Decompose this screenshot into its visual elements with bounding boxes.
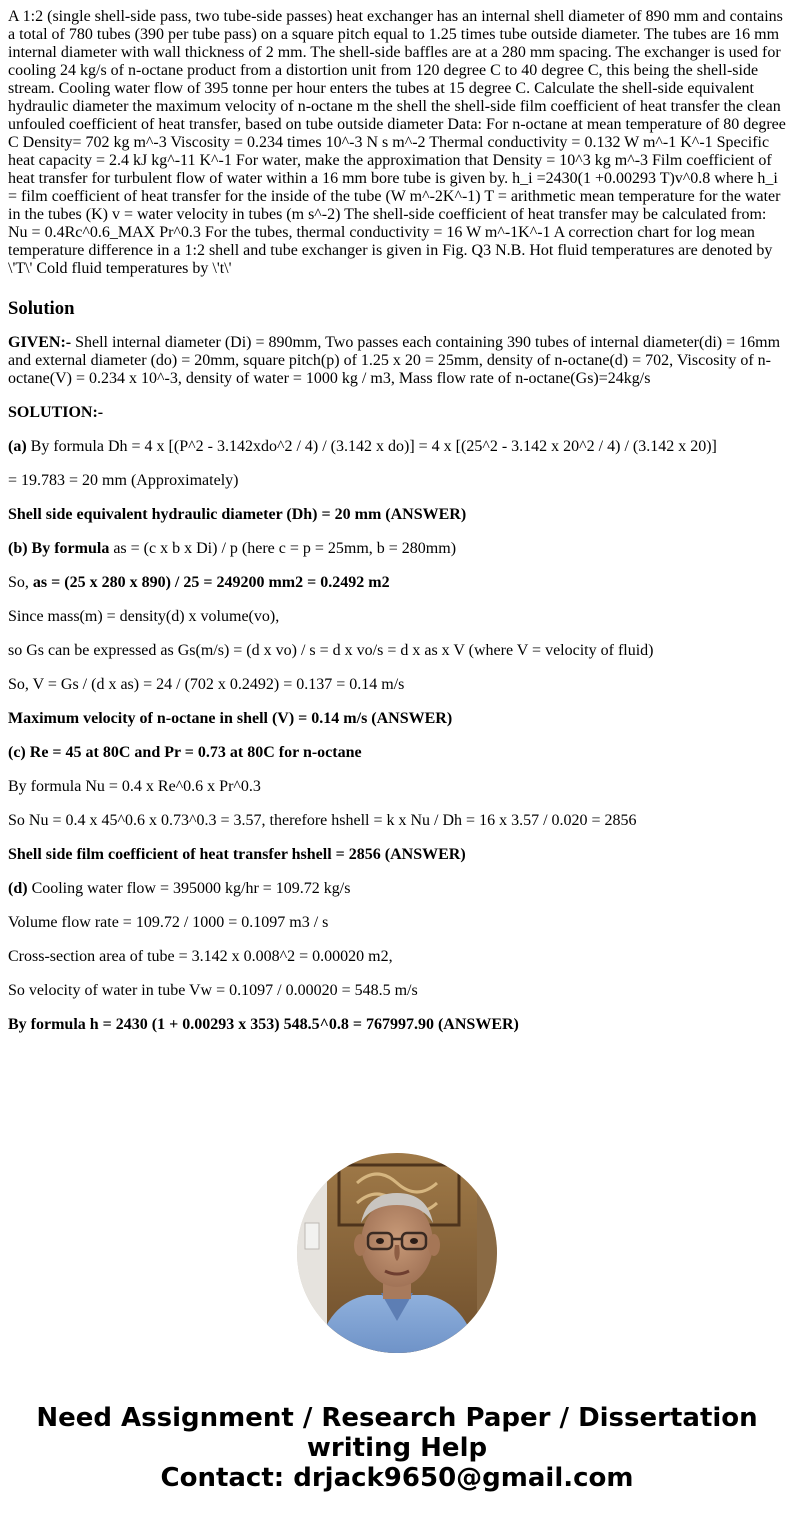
part-a-label: (a) [8,438,27,455]
part-b-answer: Maximum velocity of n-octane in shell (V) = 0.14 m/s (ANSWER) [8,710,453,727]
part-d-text: Cooling water flow = 395000 kg/hr = 109.72 kg/s [27,880,351,897]
given-text: Shell internal diameter (Di) = 890mm, Two passes each containing 390 tubes of internal diameter(di) = 16mm and external diameter (do) = 20mm, square pitch(p) of 1.25 x 20 = 25mm, density of n-octane(d) = 702, Viscosity of n-octane(V) = 0.234 x 10^-3, density of water = 1000 kg / m3, Mass flow rate of n-octane(Gs)=24kg/s [8,334,781,387]
part-c-heading: (c) Re = 45 at 80C and Pr = 0.73 at 80C for n-octane [8,744,362,761]
footer-promo [0,1403,794,1493]
part-d-velocity: So velocity of water in tube Vw = 0.1097 / 0.00020 = 548.5 m/s [8,982,418,999]
question-text: A 1:2 (single shell-side pass, two tube-side passes) heat exchanger has an internal shell diameter of 890 mm and contains a total of 780 tubes (390 per tube pass) on a square pitch equal to 1.25 times tube outside diameter. The tubes are 16 mm internal diameter with wall thickness of 2 mm. The shell-side baffles are at a 280 mm spacing. The exchanger is used for cooling 24 kg/s of n-octane product from a distortion unit from 120 degree C to 40 degree C, this being the shell-side stream. Cooling water flow of 395 tonne per hour enters the tubes at 15 degree C. Calculate the shell-side equivalent hydraulic diameter the maximum velocity of n-octane m the shell the shell-side film coefficient of heat transfer the clean unfouled coefficient of heat transfer, based on tube outside diameter Data: For n-octane at mean temperature of 80 degree C Density= 702 kg m^-3 Viscosity = 0.234 times 10^-3 N s m^-2 Thermal conductivity = 0.132 W m^-1 K^-1 Specific heat capacity = 2.4 kJ kg^-11 K^-1 For water, make the approximation that Density = 10^3 kg m^-3 Film coefficient of heat transfer for turbulent flow of water within a 16 mm bore tube is given by. h_i =2430(1 +0.00293 T)v^0.8 where h_i = film coefficient of heat transfer for the inside of the tube (W m^-2K^-1) T = arithmetic mean temperature for the water in the tubes (K) v = water velocity in tubes (m s^-2) The shell-side coefficient of heat transfer may be calculated from: Nu = 0.4Rc^0.6_MAX Pr^0.3 For the tubes, thermal conductivity = 16 W m^-1K^-1 A correction chart for log mean temperature difference in a 1:2 shell and tube exchanger is given in Fig. Q3 N.B. Hot fluid temperatures are denoted by \'T\' Cold fluid temperatures by \'t\' [8,8,786,277]
main-content [8,8,786,1050]
part-a-formula [8,438,786,456]
author-avatar [297,1153,497,1353]
part-b-text: as = (c x b x Di) / p (here c = p = 25mm, b = 280mm) [109,540,457,557]
part-d-answer: By formula h = 2430 (1 + 0.00293 x 353) 548.5^0.8 = 767997.90 (ANSWER) [8,1016,519,1033]
part-b-formula [8,540,786,558]
given-paragraph [8,334,786,388]
part-b-label: (b) By formula [8,540,110,557]
part-d-flow [8,880,786,898]
part-b-so-prefix: So, [8,574,33,591]
part-b-gs: so Gs can be expressed as Gs(m/s) = (d x vo) / s = d x vo/s = d x as x V (where V = velocity of fluid) [8,642,654,659]
solution-label: SOLUTION:- [8,404,104,421]
part-a-result: = 19.783 = 20 mm (Approximately) [8,472,239,489]
author-portrait-image [297,1153,497,1353]
part-a-answer: Shell side equivalent hydraulic diameter (Dh) = 20 mm (ANSWER) [8,506,467,523]
part-b-velocity: So, V = Gs / (d x as) = 24 / (702 x 0.2492) = 0.137 = 0.14 m/s [8,676,405,693]
footer-line-1: Need Assignment / Research Paper / Dissertation [36,1403,758,1433]
part-a-text: By formula Dh = 4 x [(P^2 - 3.142xdo^2 / 4) / (3.142 x do)] = 4 x [(25^2 - 3.142 x 20^2 / 4) / (3.142 x 20)] [26,438,717,455]
part-c-formula: By formula Nu = 0.4 x Re^0.6 x Pr^0.3 [8,778,261,795]
part-b-area-value: as = (25 x 280 x 890) / 25 = 249200 mm2 = 0.2492 m2 [32,574,390,591]
part-d-area: Cross-section area of tube = 3.142 x 0.008^2 = 0.00020 m2, [8,948,393,965]
part-b-mass: Since mass(m) = density(d) x volume(vo), [8,608,280,625]
part-c-calculation: So Nu = 0.4 x 45^0.6 x 0.73^0.3 = 3.57, therefore hshell = k x Nu / Dh = 16 x 3.57 / 0.020 = 2856 [8,812,637,829]
footer-contact: Contact: drjack9650@gmail.com [160,1463,634,1493]
part-c-answer: Shell side film coefficient of heat transfer hshell = 2856 (ANSWER) [8,846,466,863]
part-b-area [8,574,786,592]
given-label: GIVEN:- [8,334,72,351]
solution-heading: Solution [8,298,75,319]
part-d-volume: Volume flow rate = 109.72 / 1000 = 0.1097 m3 / s [8,914,329,931]
part-d-label: (d) [8,880,28,897]
footer-line-2: writing Help [306,1433,488,1463]
